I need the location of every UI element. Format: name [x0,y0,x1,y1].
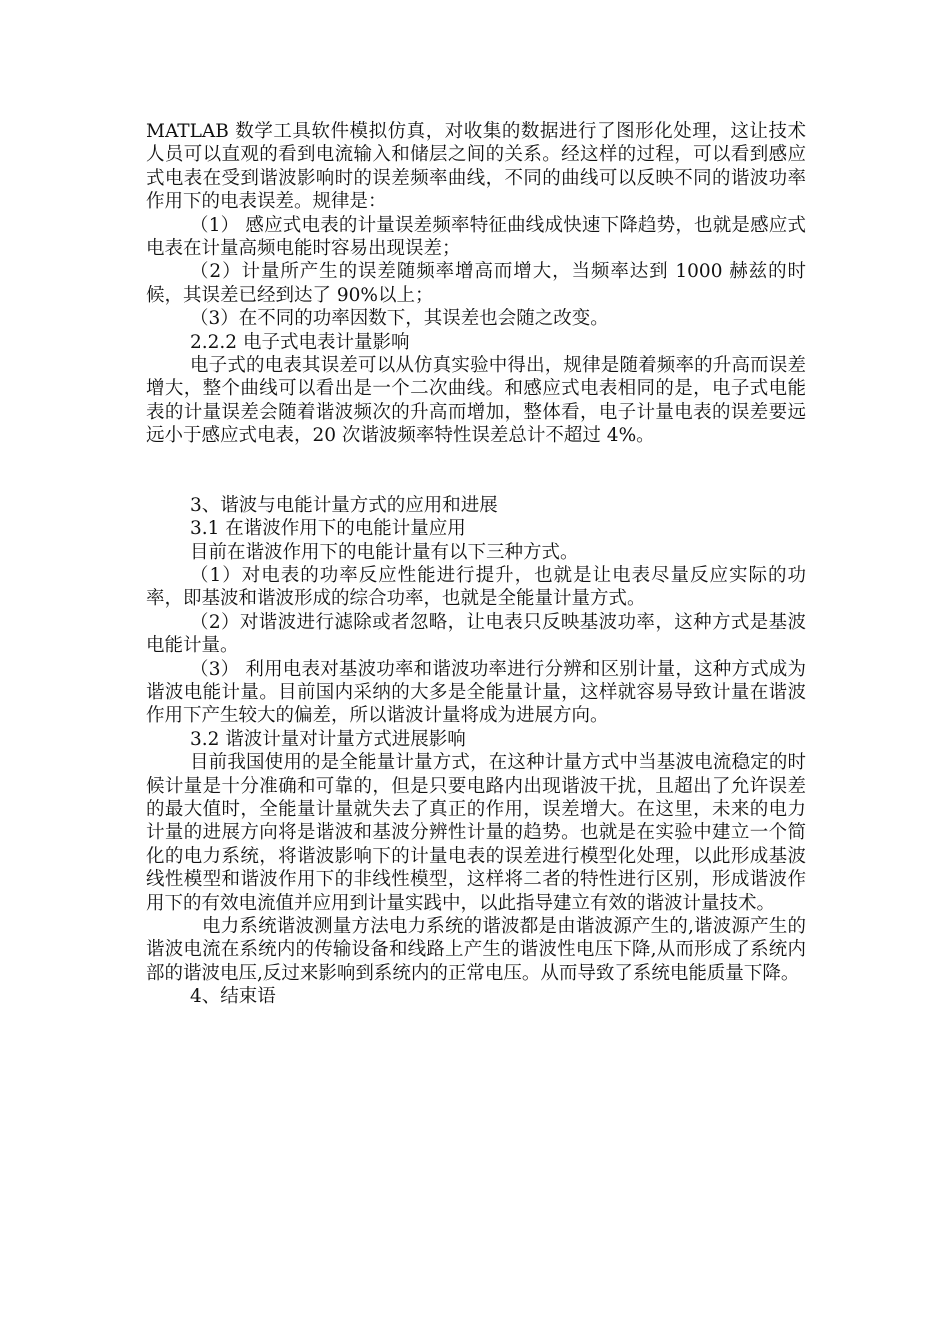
section-heading-4: 4、结束语 [190,986,276,1008]
section-spacer [146,448,806,494]
paragraph-electronic-meter: 电子式的电表其误差可以从仿真实验中得出，规律是随着频率的升高而误差增大，整个曲线可以看出是一个二次曲线。和感应式电表相同的是，电子式电能表的计量误差会随着谐波频次的升高而增加，整体看，电子计量电表的误差要远远小于感应式电表，20 次谐波频率特性误差总计不超过 4%。 [146,355,806,447]
paragraph-three-methods: 目前在谐波作用下的电能计量有以下三种方式。 [190,541,579,563]
paragraph-method-3: （3） 利用电表对基波功率和谐波功率进行分辨和区别计量，这种方式成为谐波电能计量。目前国内采纳的大多是全能量计量，这样就容易导致计量在谐波作用下产生较大的偏差，所以谐波计量将成为进展方向。 [146,658,806,727]
paragraph-rule-2: （2）计量所产生的误差随频率增高而增大，当频率达到 1000 赫兹的时候，其误差已经到达了 90%以上； [146,261,806,306]
paragraph-full-energy-metering: 目前我国使用的是全能量计量方式，在这种计量方式中当基波电流稳定的时候计量是十分准确和可靠的，但是只要电路内出现谐波干扰，且超出了允许误差的最大值时，全能量计量就失去了真正的作用，误差增大。在这里，未来的电力计量的进展方向将是谐波和基波分辨性计量的趋势。也就是在实验中建立一个简化的电力系统，将谐波影响下的计量电表的误差进行模型化处理，以此形成基波线性模型和谐波作用下的非线性模型，这样将二者的特性进行区别，形成谐波作用下的有效电流值并应用到计量实践中，以此指导建立有效的谐波计量技术。 [146,752,806,914]
section-heading-3-1: 3.1 在谐波作用下的电能计量应用 [190,518,466,540]
paragraph-method-1: （1）对电表的功率反应性能进行提升，也就是让电表尽量反应实际的功率，即基波和谐波形成的综合功率，也就是全能量计量方式。 [146,564,806,610]
section-heading-2-2-2: 2.2.2 电子式电表计量影响 [190,331,410,353]
paragraph-rule-3: （3）在不同的功率因数下，其误差也会随之改变。 [190,308,609,330]
paragraph-matlab-simulation: MATLAB 数学工具软件模拟仿真，对收集的数据进行了图形化处理，这让技术人员可以直观的看到电流输入和储层之间的关系。经这样的过程，可以看到感应式电表在受到谐波影响时的误差频率曲线，不同的曲线可以反映不同的谐波功率作用下的电表误差。规律是： [146,121,806,213]
paragraph-rule-1: （1） 感应式电表的计量误差频率特征曲线成快速下降趋势，也就是感应式电表在计量高频电能时容易出现误差； [146,214,806,260]
section-heading-3: 3、谐波与电能计量方式的应用和进展 [190,494,498,516]
paragraph-method-2: （2）对谐波进行滤除或者忽略，让电表只反映基波功率，这种方式是基波电能计量。 [146,611,806,657]
paragraph-harmonic-measurement: 电力系统谐波测量方法电力系统的谐波都是由谐波源产生的,谐波源产生的谐波电流在系统内的传输设备和线路上产生的谐波性电压下降,从而形成了系统内部的谐波电压,反过来影响到系统内的正常电压。从而导致了系统电能质量下降。 [146,916,806,984]
document-page [146,120,806,1009]
section-heading-3-2: 3.2 谐波计量对计量方式进展影响 [190,728,466,750]
